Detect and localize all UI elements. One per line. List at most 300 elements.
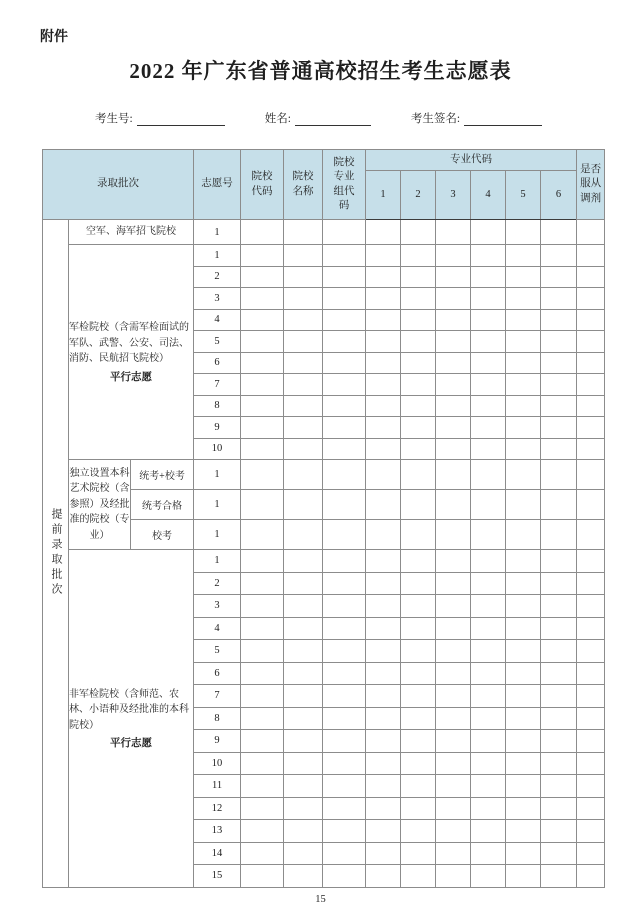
- volunteer-number-cell: 13: [194, 820, 241, 843]
- major-code-5-cell: [506, 331, 541, 353]
- major-code-5-cell: [506, 662, 541, 685]
- major-code-6-cell: [541, 572, 577, 595]
- header-college-major-group-code: 院校专业组代码: [323, 150, 366, 220]
- major-code-3-cell: [436, 730, 471, 753]
- major-code-3-cell: [436, 309, 471, 331]
- college-group-code-cell: [323, 775, 366, 798]
- major-code-3-cell: [436, 707, 471, 730]
- obey-adjustment-cell: [577, 797, 605, 820]
- major-code-4-cell: [471, 730, 506, 753]
- college-name-cell: [284, 797, 323, 820]
- major-code-3-cell: [436, 662, 471, 685]
- major-code-1-cell: [366, 595, 401, 618]
- header-admission-batch: 录取批次: [43, 150, 194, 220]
- volunteer-number-cell: 8: [194, 395, 241, 417]
- major-code-4-cell: [471, 438, 506, 460]
- major-code-3-cell: [436, 550, 471, 573]
- college-code-cell: [241, 572, 284, 595]
- major-code-3-cell: [436, 417, 471, 439]
- major-code-6-cell: [541, 417, 577, 439]
- obey-adjustment-cell: [577, 842, 605, 865]
- page-title: 2022 年广东省普通高校招生考生志愿表: [129, 59, 512, 83]
- major-code-1-cell: [366, 640, 401, 663]
- candidate-number-field: [95, 110, 225, 126]
- volunteer-number-cell: 11: [194, 775, 241, 798]
- category-cell: [69, 245, 194, 460]
- college-code-cell: [241, 395, 284, 417]
- college-name-cell: [284, 220, 323, 245]
- category-cell: [69, 460, 131, 550]
- major-code-1-cell: [366, 685, 401, 708]
- major-code-1-cell: [366, 520, 401, 550]
- major-code-3-cell: [436, 220, 471, 245]
- major-code-6-cell: [541, 640, 577, 663]
- college-group-code-cell: [323, 797, 366, 820]
- college-group-code-cell: [323, 842, 366, 865]
- major-code-5-cell: [506, 797, 541, 820]
- header-obey-adjustment: 是否服从调剂: [577, 150, 605, 220]
- major-code-2-cell: [401, 438, 436, 460]
- major-code-3-cell: [436, 595, 471, 618]
- volunteer-number-cell: 1: [194, 460, 241, 490]
- candidate-fields-row: [95, 110, 641, 126]
- major-code-4-cell: [471, 331, 506, 353]
- obey-adjustment-cell: [577, 395, 605, 417]
- major-code-5-cell: [506, 685, 541, 708]
- candidate-number-blank: [137, 112, 225, 126]
- major-code-4-cell: [471, 245, 506, 267]
- major-code-5-cell: [506, 820, 541, 843]
- major-code-2-cell: [401, 220, 436, 245]
- major-code-4-cell: [471, 775, 506, 798]
- major-code-2-cell: [401, 775, 436, 798]
- major-code-3-cell: [436, 820, 471, 843]
- college-group-code-cell: [323, 707, 366, 730]
- major-code-1-cell: [366, 572, 401, 595]
- major-code-5-cell: [506, 775, 541, 798]
- major-code-5-cell: [506, 572, 541, 595]
- college-group-code-cell: [323, 288, 366, 310]
- major-code-4-cell: [471, 797, 506, 820]
- category-text: 独立设置本科艺术院校（含参照）及经批准的院校（专业）: [69, 467, 130, 541]
- candidate-signature-label: 考生签名:: [410, 113, 461, 125]
- college-code-cell: [241, 842, 284, 865]
- college-code-cell: [241, 752, 284, 775]
- college-group-code-cell: [323, 460, 366, 490]
- college-code-cell: [241, 490, 284, 520]
- major-code-2-cell: [401, 752, 436, 775]
- college-name-cell: [284, 752, 323, 775]
- major-code-4-cell: [471, 288, 506, 310]
- college-name-cell: [284, 520, 323, 550]
- major-code-5-cell: [506, 752, 541, 775]
- college-group-code-cell: [323, 331, 366, 353]
- major-code-4-cell: [471, 752, 506, 775]
- major-code-6-cell: [541, 438, 577, 460]
- college-name-cell: [284, 331, 323, 353]
- college-group-code-cell: [323, 245, 366, 267]
- major-code-5-cell: [506, 640, 541, 663]
- major-code-3-cell: [436, 245, 471, 267]
- college-name-cell: [284, 685, 323, 708]
- college-name-cell: [284, 417, 323, 439]
- volunteer-number-cell: 2: [194, 266, 241, 288]
- major-code-6-cell: [541, 331, 577, 353]
- volunteer-number-cell: 15: [194, 865, 241, 888]
- candidate-number-label: 考生号:: [95, 113, 133, 125]
- obey-adjustment-cell: [577, 490, 605, 520]
- major-code-6-cell: [541, 685, 577, 708]
- obey-adjustment-cell: [577, 331, 605, 353]
- major-code-1-cell: [366, 288, 401, 310]
- major-code-5-cell: [506, 520, 541, 550]
- major-code-3-cell: [436, 685, 471, 708]
- major-code-5-cell: [506, 352, 541, 374]
- obey-adjustment-cell: [577, 730, 605, 753]
- college-group-code-cell: [323, 220, 366, 245]
- document-page: [0, 26, 641, 911]
- college-name-cell: [284, 490, 323, 520]
- college-group-code-cell: [323, 572, 366, 595]
- college-code-cell: [241, 309, 284, 331]
- obey-adjustment-cell: [577, 520, 605, 550]
- obey-adjustment-cell: [577, 595, 605, 618]
- major-code-3-cell: [436, 640, 471, 663]
- college-group-code-cell: [323, 752, 366, 775]
- major-code-2-cell: [401, 288, 436, 310]
- college-code-cell: [241, 685, 284, 708]
- major-code-4-cell: [471, 309, 506, 331]
- college-name-cell: [284, 707, 323, 730]
- obey-adjustment-cell: [577, 865, 605, 888]
- major-code-2-cell: [401, 417, 436, 439]
- major-code-4-cell: [471, 352, 506, 374]
- major-code-5-cell: [506, 288, 541, 310]
- major-code-1-cell: [366, 775, 401, 798]
- volunteer-table: [42, 149, 605, 888]
- major-code-2-cell: [401, 266, 436, 288]
- major-code-6-cell: [541, 309, 577, 331]
- college-name-cell: [284, 595, 323, 618]
- major-code-1-cell: [366, 331, 401, 353]
- major-code-3-cell: [436, 617, 471, 640]
- college-group-code-cell: [323, 617, 366, 640]
- major-code-2-cell: [401, 640, 436, 663]
- obey-adjustment-cell: [577, 662, 605, 685]
- exam-type-cell: 统考+校考: [131, 460, 194, 490]
- major-code-3-cell: [436, 865, 471, 888]
- major-code-2-cell: [401, 617, 436, 640]
- volunteer-number-cell: 1: [194, 220, 241, 245]
- major-code-6-cell: [541, 490, 577, 520]
- major-code-1-cell: [366, 707, 401, 730]
- major-code-6-cell: [541, 266, 577, 288]
- major-code-6-cell: [541, 752, 577, 775]
- obey-adjustment-cell: [577, 460, 605, 490]
- college-code-cell: [241, 417, 284, 439]
- college-code-cell: [241, 288, 284, 310]
- volunteer-number-cell: 7: [194, 374, 241, 396]
- table-row: [43, 550, 605, 573]
- major-code-2-cell: [401, 842, 436, 865]
- major-code-6-cell: [541, 520, 577, 550]
- college-group-code-cell: [323, 417, 366, 439]
- major-code-6-cell: [541, 374, 577, 396]
- attachment-label: 附件: [40, 30, 68, 45]
- major-code-2-cell: [401, 460, 436, 490]
- college-group-code-cell: [323, 374, 366, 396]
- major-code-1-cell: [366, 865, 401, 888]
- major-code-3-cell: [436, 460, 471, 490]
- category-cell: [69, 220, 194, 245]
- exam-type-cell: 统考合格: [131, 490, 194, 520]
- major-code-5-cell: [506, 266, 541, 288]
- obey-adjustment-cell: [577, 640, 605, 663]
- major-code-2-cell: [401, 865, 436, 888]
- major-code-2-cell: [401, 572, 436, 595]
- college-code-cell: [241, 245, 284, 267]
- major-code-4-cell: [471, 685, 506, 708]
- obey-adjustment-cell: [577, 617, 605, 640]
- obey-adjustment-cell: [577, 288, 605, 310]
- table-row: [43, 460, 605, 490]
- major-code-3-cell: [436, 288, 471, 310]
- college-name-cell: [284, 662, 323, 685]
- category-text: 军检院校（含需军检面试的军队、武警、公安、司法、消防、民航招飞院校）: [69, 322, 189, 365]
- header-major-code-group: 专业代码: [366, 150, 577, 171]
- volunteer-table-body: [43, 220, 605, 888]
- volunteer-number-cell: 6: [194, 662, 241, 685]
- college-code-cell: [241, 460, 284, 490]
- major-code-1-cell: [366, 245, 401, 267]
- college-name-cell: [284, 640, 323, 663]
- major-code-1-cell: [366, 460, 401, 490]
- major-code-2-cell: [401, 820, 436, 843]
- volunteer-number-cell: 5: [194, 640, 241, 663]
- batch-label-cell: [43, 220, 69, 888]
- volunteer-number-cell: 3: [194, 288, 241, 310]
- obey-adjustment-cell: [577, 707, 605, 730]
- college-group-code-cell: [323, 490, 366, 520]
- college-code-cell: [241, 331, 284, 353]
- major-code-4-cell: [471, 865, 506, 888]
- major-code-3-cell: [436, 266, 471, 288]
- obey-adjustment-cell: [577, 438, 605, 460]
- major-code-2-cell: [401, 309, 436, 331]
- category-text: 空军、海军招飞院校: [86, 226, 176, 238]
- major-code-3-cell: [436, 395, 471, 417]
- major-code-1-cell: [366, 662, 401, 685]
- obey-adjustment-cell: [577, 572, 605, 595]
- candidate-name-blank: [295, 112, 371, 126]
- volunteer-number-cell: 9: [194, 417, 241, 439]
- major-code-2-cell: [401, 490, 436, 520]
- batch-label-text: 提前录取批次: [50, 508, 62, 599]
- college-name-cell: [284, 438, 323, 460]
- major-code-6-cell: [541, 352, 577, 374]
- major-code-5-cell: [506, 460, 541, 490]
- college-name-cell: [284, 572, 323, 595]
- major-code-6-cell: [541, 595, 577, 618]
- major-code-5-cell: [506, 707, 541, 730]
- college-name-cell: [284, 617, 323, 640]
- obey-adjustment-cell: [577, 352, 605, 374]
- major-code-5-cell: [506, 617, 541, 640]
- college-code-cell: [241, 352, 284, 374]
- table-row: [43, 220, 605, 245]
- major-code-2-cell: [401, 520, 436, 550]
- major-code-4-cell: [471, 820, 506, 843]
- college-group-code-cell: [323, 266, 366, 288]
- major-code-4-cell: [471, 707, 506, 730]
- major-code-6-cell: [541, 775, 577, 798]
- college-code-cell: [241, 707, 284, 730]
- major-code-4-cell: [471, 617, 506, 640]
- major-code-1-cell: [366, 352, 401, 374]
- college-group-code-cell: [323, 640, 366, 663]
- college-group-code-cell: [323, 550, 366, 573]
- major-code-1-cell: [366, 752, 401, 775]
- major-code-5-cell: [506, 550, 541, 573]
- college-group-code-cell: [323, 730, 366, 753]
- major-code-5-cell: [506, 595, 541, 618]
- major-code-3-cell: [436, 331, 471, 353]
- college-name-cell: [284, 374, 323, 396]
- obey-adjustment-cell: [577, 550, 605, 573]
- college-code-cell: [241, 266, 284, 288]
- candidate-name-label: 姓名:: [264, 113, 291, 125]
- volunteer-number-cell: 1: [194, 490, 241, 520]
- major-code-2-cell: [401, 595, 436, 618]
- major-code-6-cell: [541, 395, 577, 417]
- volunteer-number-cell: 14: [194, 842, 241, 865]
- college-name-cell: [284, 352, 323, 374]
- major-code-3-cell: [436, 520, 471, 550]
- table-row: [43, 245, 605, 267]
- major-code-1-cell: [366, 266, 401, 288]
- college-name-cell: [284, 460, 323, 490]
- college-group-code-cell: [323, 438, 366, 460]
- major-code-2-cell: [401, 352, 436, 374]
- major-code-5-cell: [506, 730, 541, 753]
- major-code-6-cell: [541, 460, 577, 490]
- major-code-5-cell: [506, 395, 541, 417]
- major-code-2-cell: [401, 550, 436, 573]
- major-code-4-cell: [471, 490, 506, 520]
- major-code-3-cell: [436, 438, 471, 460]
- header-major-code-2: 2: [401, 171, 436, 220]
- volunteer-number-cell: 1: [194, 550, 241, 573]
- college-code-cell: [241, 617, 284, 640]
- major-code-5-cell: [506, 374, 541, 396]
- major-code-2-cell: [401, 707, 436, 730]
- volunteer-number-cell: 4: [194, 309, 241, 331]
- college-name-cell: [284, 309, 323, 331]
- college-code-cell: [241, 220, 284, 245]
- major-code-2-cell: [401, 730, 436, 753]
- major-code-3-cell: [436, 490, 471, 520]
- college-code-cell: [241, 438, 284, 460]
- category-note: 平行志愿: [110, 371, 152, 383]
- college-code-cell: [241, 595, 284, 618]
- major-code-3-cell: [436, 752, 471, 775]
- major-code-1-cell: [366, 417, 401, 439]
- college-code-cell: [241, 797, 284, 820]
- category-text: 非军检院校（含师范、农林、小语种及经批准的本科院校）: [69, 688, 189, 731]
- major-code-5-cell: [506, 220, 541, 245]
- major-code-2-cell: [401, 395, 436, 417]
- obey-adjustment-cell: [577, 685, 605, 708]
- volunteer-number-cell: 2: [194, 572, 241, 595]
- header-major-code-1: 1: [366, 171, 401, 220]
- major-code-4-cell: [471, 220, 506, 245]
- major-code-4-cell: [471, 640, 506, 663]
- candidate-signature-blank: [464, 112, 542, 126]
- volunteer-number-cell: 7: [194, 685, 241, 708]
- major-code-4-cell: [471, 266, 506, 288]
- major-code-1-cell: [366, 220, 401, 245]
- major-code-3-cell: [436, 352, 471, 374]
- category-note: 平行志愿: [110, 738, 152, 749]
- volunteer-number-cell: 10: [194, 752, 241, 775]
- major-code-1-cell: [366, 374, 401, 396]
- major-code-6-cell: [541, 707, 577, 730]
- college-group-code-cell: [323, 395, 366, 417]
- college-group-code-cell: [323, 309, 366, 331]
- obey-adjustment-cell: [577, 374, 605, 396]
- major-code-3-cell: [436, 374, 471, 396]
- major-code-6-cell: [541, 730, 577, 753]
- major-code-1-cell: [366, 309, 401, 331]
- college-code-cell: [241, 662, 284, 685]
- college-group-code-cell: [323, 352, 366, 374]
- major-code-1-cell: [366, 730, 401, 753]
- major-code-1-cell: [366, 395, 401, 417]
- header-volunteer-number: 志愿号: [194, 150, 241, 220]
- volunteer-number-cell: 1: [194, 245, 241, 267]
- major-code-6-cell: [541, 842, 577, 865]
- college-group-code-cell: [323, 685, 366, 708]
- major-code-6-cell: [541, 662, 577, 685]
- college-name-cell: [284, 842, 323, 865]
- college-code-cell: [241, 374, 284, 396]
- major-code-6-cell: [541, 865, 577, 888]
- major-code-2-cell: [401, 685, 436, 708]
- college-name-cell: [284, 775, 323, 798]
- major-code-4-cell: [471, 417, 506, 439]
- college-name-cell: [284, 288, 323, 310]
- major-code-4-cell: [471, 842, 506, 865]
- header-major-code-3: 3: [436, 171, 471, 220]
- major-code-3-cell: [436, 572, 471, 595]
- college-code-cell: [241, 730, 284, 753]
- major-code-1-cell: [366, 490, 401, 520]
- major-code-5-cell: [506, 438, 541, 460]
- major-code-6-cell: [541, 820, 577, 843]
- college-name-cell: [284, 245, 323, 267]
- major-code-4-cell: [471, 595, 506, 618]
- college-code-cell: [241, 775, 284, 798]
- header-major-code-6: 6: [541, 171, 577, 220]
- major-code-4-cell: [471, 395, 506, 417]
- header-major-code-5: 5: [506, 171, 541, 220]
- major-code-3-cell: [436, 775, 471, 798]
- obey-adjustment-cell: [577, 417, 605, 439]
- major-code-1-cell: [366, 617, 401, 640]
- major-code-2-cell: [401, 374, 436, 396]
- major-code-5-cell: [506, 842, 541, 865]
- header-college-code: 院校代码: [241, 150, 284, 220]
